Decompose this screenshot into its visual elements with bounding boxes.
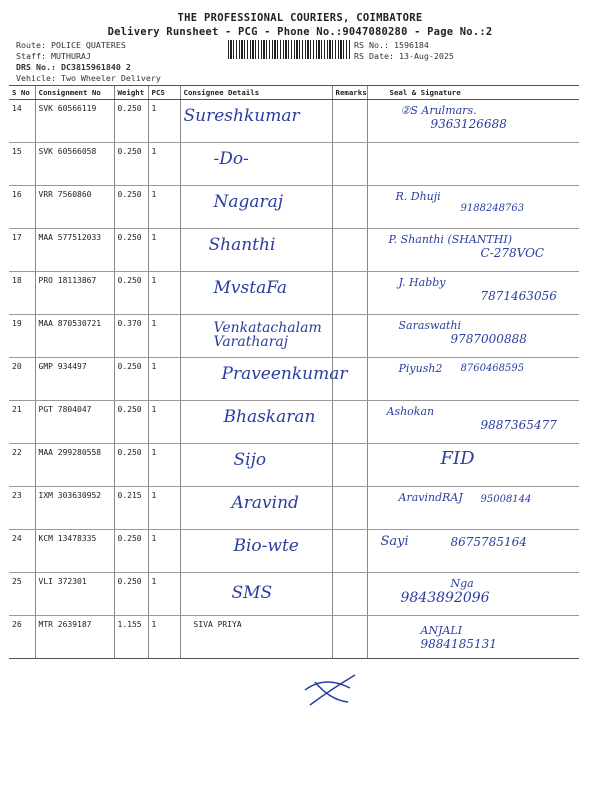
row-sno: 19	[9, 315, 35, 358]
row-pcs: 1	[148, 358, 180, 401]
row-consignment: VLI 372301	[35, 573, 114, 616]
col-weight: Weight	[114, 86, 148, 100]
row-signature	[367, 100, 579, 143]
typed-consignee: SIVA PRIYA	[193, 620, 242, 629]
row-signature	[367, 530, 579, 573]
row-remarks	[332, 272, 367, 315]
handwritten-consignee: Bio-wte	[233, 536, 299, 556]
row-signature	[367, 487, 579, 530]
row-signature	[367, 444, 579, 487]
table-row	[9, 272, 579, 315]
table-row	[9, 143, 579, 186]
runsheet-subtitle: Delivery Runsheet - PCG - Phone No.:9047080280 - Page No.:2	[107, 26, 493, 38]
row-sno: 17	[9, 229, 35, 272]
row-pcs: 1	[148, 487, 180, 530]
row-signature	[367, 186, 579, 229]
signature-phone: 9843892096	[400, 590, 490, 606]
handwritten-consignee: Sureshkumar	[183, 106, 300, 126]
vehicle-label: Vehicle: Two Wheeler Delivery	[16, 73, 161, 83]
row-sno: 22	[9, 444, 35, 487]
row-consignee	[180, 401, 332, 444]
row-pcs: 1	[148, 315, 180, 358]
row-consignment: GMP 934497	[35, 358, 114, 401]
row-consignee	[180, 358, 348, 401]
row-consignee	[180, 272, 332, 315]
signature-phone: 9887365477	[480, 418, 557, 432]
signature-phone: 9363126688	[430, 117, 507, 131]
row-pcs: 1	[148, 100, 180, 143]
signature-phone: 8675785164	[450, 535, 527, 549]
row-pcs: 1	[148, 143, 180, 186]
row-consignee	[180, 444, 332, 487]
col-pcs: PCS	[148, 86, 180, 100]
signature-phone: 9884185131	[420, 637, 497, 651]
table-row	[9, 530, 579, 573]
row-remarks	[332, 229, 367, 272]
row-pcs: 1	[148, 573, 180, 616]
col-sno: S No	[9, 86, 35, 100]
rs-date: RS Date: 13-Aug-2025	[354, 51, 454, 61]
row-sno: 18	[9, 272, 35, 315]
row-weight: 0.215	[114, 487, 148, 530]
handwritten-consignee: Praveenkumar	[221, 364, 348, 384]
row-pcs: 1	[148, 186, 180, 229]
row-signature	[367, 272, 579, 315]
row-sno: 14	[9, 100, 35, 143]
row-weight: 0.250	[114, 444, 148, 487]
row-sno: 16	[9, 186, 35, 229]
row-consignee	[180, 229, 332, 272]
row-pcs: 1	[148, 229, 180, 272]
signature-text: ANJALI	[420, 624, 463, 637]
row-consignment: KCM 13478335	[35, 530, 114, 573]
handwritten-consignee: Nagaraj	[213, 192, 284, 212]
signature-text: P. Shanthi (SHANTHI)	[388, 233, 513, 246]
row-signature	[367, 616, 579, 659]
row-signature	[367, 229, 579, 272]
scribble-mark-icon	[300, 670, 360, 710]
row-weight: 0.250	[114, 186, 148, 229]
table-row	[9, 401, 579, 444]
row-remarks	[332, 530, 367, 573]
row-weight: 0.250	[114, 100, 148, 143]
row-consignment: PRO 18113867	[35, 272, 114, 315]
signature-phone: 95008144	[480, 494, 532, 505]
row-signature	[367, 143, 579, 186]
row-remarks	[332, 186, 367, 229]
col-consignee: Consignee Details	[180, 86, 332, 100]
row-weight: 0.250	[114, 573, 148, 616]
row-consignee	[180, 487, 332, 530]
handwritten-consignee: Shanthi	[208, 235, 276, 255]
row-remarks	[332, 616, 367, 659]
handwritten-consignee: Bhaskaran	[223, 407, 316, 427]
table-row	[9, 315, 579, 358]
row-sno: 23	[9, 487, 35, 530]
table-row	[9, 186, 579, 229]
row-consignee	[180, 186, 332, 229]
signature-text: Ashokan	[386, 405, 435, 418]
row-consignee	[180, 573, 332, 616]
row-pcs: 1	[148, 272, 180, 315]
row-sno: 20	[9, 358, 35, 401]
row-remarks	[332, 573, 367, 616]
row-weight: 0.250	[114, 530, 148, 573]
signature-text: ②S Arulmars.	[400, 104, 477, 117]
staff-label: Staff: MUTHURAJ	[16, 51, 91, 61]
row-consignment: MTR 2639187	[35, 616, 114, 659]
signature-text: Nga	[450, 577, 474, 590]
row-remarks	[332, 143, 367, 186]
row-consignee	[180, 530, 332, 573]
signature-text: Saraswathi	[398, 319, 462, 332]
col-consignment: Consignment No	[35, 86, 114, 100]
row-weight: 0.250	[114, 143, 148, 186]
row-remarks	[332, 100, 367, 143]
row-remarks	[332, 315, 367, 358]
row-weight: 0.250	[114, 358, 148, 401]
row-signature	[367, 315, 579, 358]
table-row	[9, 573, 579, 616]
signature-phone: 9188248763	[460, 203, 525, 214]
col-seal-signature: Seal & Signature	[367, 86, 579, 100]
rs-number: RS No.: 1596184	[354, 40, 429, 50]
handwritten-consignee: Aravind	[231, 493, 299, 513]
row-remarks	[332, 401, 367, 444]
signature-text: FID	[440, 448, 475, 469]
signature-text: Piyush2	[398, 362, 443, 375]
row-pcs: 1	[148, 616, 180, 659]
signature-phone: 7871463056	[480, 289, 557, 303]
row-consignment: MAA 299280558	[35, 444, 114, 487]
drs-number: DRS No.: DC3815961840 2	[16, 62, 131, 72]
row-sno: 15	[9, 143, 35, 186]
row-weight: 1.155	[114, 616, 148, 659]
signature-text: J. Habby	[398, 276, 446, 289]
row-consignment: IXM 303630952	[35, 487, 114, 530]
row-consignment: MAA 577512033	[35, 229, 114, 272]
table-row	[9, 444, 579, 487]
handwritten-consignee: Venkatachalam Varatharaj	[213, 320, 322, 350]
row-weight: 0.250	[114, 272, 148, 315]
table-row	[9, 100, 579, 143]
signature-phone: C-278VOC	[480, 246, 545, 260]
row-sno: 24	[9, 530, 35, 573]
row-consignee	[180, 616, 332, 659]
row-pcs: 1	[148, 530, 180, 573]
row-sno: 26	[9, 616, 35, 659]
handwritten-consignee: MvstaFa	[213, 278, 287, 298]
row-pcs: 1	[148, 401, 180, 444]
row-consignee	[180, 143, 332, 186]
row-remarks	[332, 444, 367, 487]
row-pcs: 1	[148, 444, 180, 487]
route-label: Route: POLICE QUATERES	[16, 40, 126, 50]
handwritten-consignee: -Do-	[213, 149, 249, 169]
row-signature	[367, 401, 579, 444]
runsheet-table	[9, 85, 579, 659]
table-row	[9, 229, 579, 272]
row-signature	[367, 358, 579, 401]
signature-text: Sayi	[380, 534, 409, 549]
row-consignee	[180, 100, 332, 143]
barcode-image	[228, 40, 350, 59]
row-consignment: SVK 60566119	[35, 100, 114, 143]
row-sno: 21	[9, 401, 35, 444]
row-weight: 0.250	[114, 401, 148, 444]
row-remarks	[332, 487, 367, 530]
table-row	[9, 616, 579, 659]
signature-text: R. Dhuji	[395, 190, 441, 203]
row-signature	[367, 573, 579, 616]
row-consignment: MAA 870530721	[35, 315, 114, 358]
table-row	[9, 487, 579, 530]
handwritten-consignee: Sijo	[233, 450, 267, 470]
row-weight: 0.250	[114, 229, 148, 272]
row-consignment: PGT 7804047	[35, 401, 114, 444]
table-header-row	[9, 86, 579, 100]
handwritten-consignee: SMS	[231, 583, 273, 603]
row-consignee	[180, 315, 332, 358]
row-sno: 25	[9, 573, 35, 616]
signature-text: AravindRAJ	[398, 491, 463, 504]
company-title: THE PROFESSIONAL COURIERS, COIMBATORE	[177, 12, 423, 24]
signature-phone: 9787000888	[450, 332, 527, 346]
table-row	[9, 358, 579, 401]
col-remarks: Remarks	[332, 86, 367, 100]
signature-phone: 8760468595	[460, 363, 525, 374]
row-consignment: VRR 7560860	[35, 186, 114, 229]
row-weight: 0.370	[114, 315, 148, 358]
row-consignment: SVK 60566058	[35, 143, 114, 186]
